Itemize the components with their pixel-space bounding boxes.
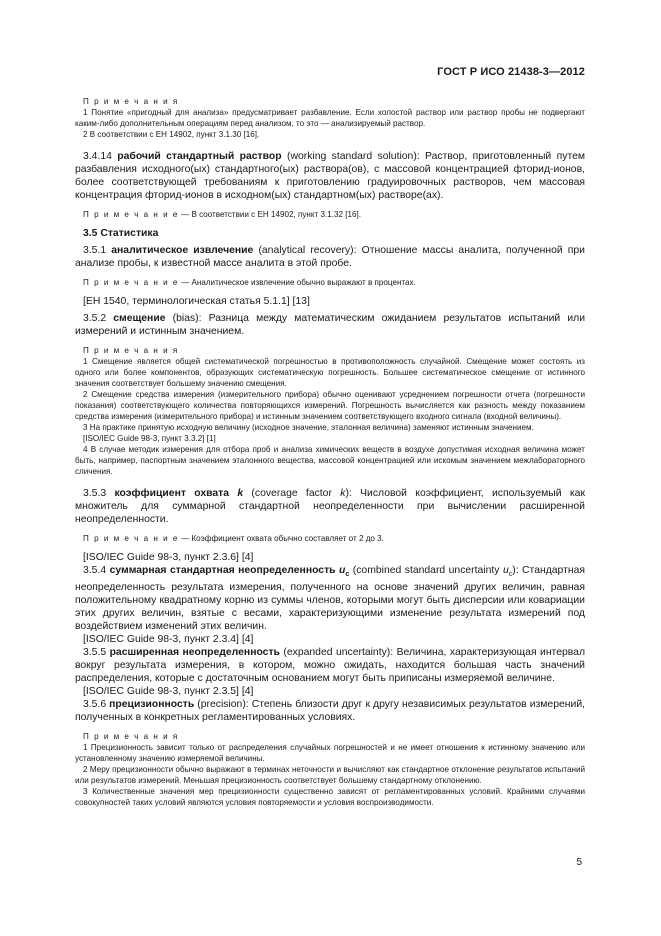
note-line bbox=[75, 533, 585, 544]
term-definition: (bias): Разница между математическим ожиданием результатов испытаний или измерений и истинным значением. bbox=[75, 313, 586, 337]
note-text: — Коэффициент охвата обычно составляет от 2 до 3. bbox=[181, 534, 384, 543]
term-name: суммарная стандартная неопределенность bbox=[109, 565, 336, 576]
term-symbol: u bbox=[339, 565, 346, 576]
term-number: 3.5.5 bbox=[83, 647, 107, 659]
source-reference: [ЕН 1540, терминологическая статья 5.1.1] [13] bbox=[83, 296, 310, 307]
term-number: 3.4.14 bbox=[83, 151, 112, 162]
note-text: — Аналитическое извлечение обычно выражают в процентах. bbox=[181, 278, 416, 287]
note-text: 2 Смещение средства измерения (измерительного прибора) обычно оценивают усреднением погрешности отчета (погрешности показания) соответствующего количества повторяющихся измерений. Погрешность вычисляется как разность между показанием средства измерения (измерительного прибора) и истинным значением соответствующего входного сигнала (входной величины). bbox=[75, 390, 585, 421]
term-name: аналитическое извлечение bbox=[111, 245, 254, 256]
source-reference: [ISO/IEC Guide 98-3, пункт 2.3.5] [4] bbox=[83, 686, 254, 698]
term-definition: ): Числовой коэффициент, используемый как множитель для суммарной стандартной неопределенности при вычислении расширенной неопределенности. bbox=[75, 488, 585, 525]
note-text: 3 На практике принятую исходную величину (исходное значение, эталонная величина) заменяют истинным значением. bbox=[83, 423, 534, 432]
note-label: П р и м е ч а н и е bbox=[83, 534, 179, 543]
note-text: 1 Смещение является общей систематической погрешностью в противоположность случайной. Смещение может состоять из одного или более компонентов, образующих систематическую погрешность. Большее систематическое смещение от истинного значения соответствует большему значению смещения. bbox=[75, 357, 585, 388]
note-text: 2 Меру прецизионности обычно выражают в терминах неточности и вычисляют как стандартное отклонение результатов испытаний или результатов измерений. Меньшая прецизионность соответствует большему стандартному отклонению. bbox=[75, 765, 585, 786]
page-number: 5 bbox=[576, 857, 582, 868]
term-name: смещение bbox=[113, 313, 166, 324]
note-text: 3 Количественные значения мер прецизионности существенно зависят от регламентированных условий. Крайними случаями совокупностей таких условий являются условия повторяемости и условия воспроизводимости. bbox=[75, 787, 585, 808]
term-symbol: u bbox=[502, 565, 509, 576]
term-number: 3.5.4 bbox=[83, 565, 107, 576]
term-symbol-subscript: c bbox=[508, 571, 513, 579]
term-definition: (precision): Степень близости друг к другу независимых результатов измерений, полученных в конкретных регламентированных условиях. bbox=[75, 699, 586, 724]
term-entry-3-5-1 bbox=[75, 244, 585, 270]
term-entry-3-5-2 bbox=[75, 312, 585, 338]
term-number: 3.5.1 bbox=[83, 245, 107, 256]
term-number: 3.5.3 bbox=[83, 488, 107, 499]
note-label: П р и м е ч а н и е bbox=[83, 210, 179, 219]
term-number: 3.5.6 bbox=[83, 699, 107, 711]
note-text: 1 Понятие «пригодный для анализа» предусматривает разбавление. Если холостой раствор или раствор пробы не подвергают каким-либо дополнительным операциям перед анализом, то это — анализируемый раствор. bbox=[75, 108, 585, 128]
page-content bbox=[75, 94, 585, 808]
term-symbol-subscript: c bbox=[345, 571, 350, 579]
source-reference: [ISO/IEC Guide 98-3, пункт 2.3.6] [4] bbox=[83, 552, 254, 563]
term-definition: (combined standard uncertainty bbox=[352, 565, 500, 576]
note-text: — В соответствии с ЕН 14902, пункт 3.1.32 [16]. bbox=[181, 210, 361, 219]
section-heading: 3.5 Статистика bbox=[83, 228, 159, 239]
note-text: 2 В соответствии с ЕН 14902, пункт 3.1.30 [16]. bbox=[83, 130, 260, 139]
term-name: рабочий стандартный раствор bbox=[117, 151, 282, 162]
term-symbol: k bbox=[340, 488, 346, 499]
term-definition: (analytical recovery): Отношение массы аналита, полученной при анализе пробы, к известной массе аналита в этой пробе. bbox=[75, 245, 585, 269]
term-symbol: k bbox=[237, 488, 244, 499]
note-line bbox=[75, 277, 585, 288]
term-entry-3-5-4 bbox=[75, 564, 585, 633]
source-reference: [ISO/IEC Guide 98-3, пункт 3.3.2] [1] bbox=[83, 434, 216, 443]
term-number: 3.5.2 bbox=[83, 313, 107, 324]
term-name: прецизионность bbox=[109, 699, 195, 711]
term-definition: (coverage factor bbox=[251, 488, 332, 499]
term-definition: (working standard solution): Раствор, приготовленный путем разбавления исходного(ых) стандартного(ых) раствора(ов), с массовой концентрацией фторид-ионов, более соответствующей требованиям к приготовлению градуировочных растворов, чем массовая концентрация фторид-ионов в исходном(ых) стандартном(ых) растворе(ах). bbox=[75, 151, 586, 201]
term-definition: (expanded uncertainty): Величина, характеризующая интервал вокруг результата измерения, в котором, можно ожидать, находится большая часть значений распределения, которые с достаточным основанием могут быть приписаны измеряемой величине. bbox=[75, 647, 586, 685]
term-name: расширенная неопределенность bbox=[109, 647, 280, 659]
notes-heading: П р и м е ч а н и я bbox=[83, 346, 179, 355]
notes-heading: П р и м е ч а н и я bbox=[83, 97, 179, 106]
note-label: П р и м е ч а н и е bbox=[83, 278, 179, 287]
term-entry-3-5-5 bbox=[75, 646, 585, 685]
term-entry-3-5-3 bbox=[75, 487, 585, 526]
notes-heading: П р и м е ч а н и я bbox=[83, 732, 179, 742]
note-line bbox=[75, 209, 585, 220]
note-text: 4 В случае методик измерения для отбора проб и анализа химических веществ в воздухе допустимая исходная величина может быть, например, паспортным значением эталонного вещества, массовой концентрацией или искомым значением межлабораторного сличения. bbox=[75, 445, 585, 476]
term-definition: ): Стандартная неопределенность результата измерения, полученного на основе значений других величин, равная положительному квадратному корню из суммы членов, которыми могут быть дисперсии или ковариации этих других величин, взятые с весами, характеризующими изменение результата измерений под воздействием изменений этих величин. bbox=[75, 565, 586, 633]
term-entry-3-5-6 bbox=[75, 698, 585, 724]
term-entry-3-4-14 bbox=[75, 150, 585, 202]
term-name: коэффициент охвата bbox=[114, 488, 230, 499]
note-text: 1 Прецизионность зависит только от распределения случайных погрешностей и не имеет отношения к истинному значению или установленному значению измеряемой величины. bbox=[75, 743, 585, 764]
source-reference: [ISO/IEC Guide 98-3, пункт 2.3.4] [4] bbox=[83, 634, 254, 646]
document-code: ГОСТ Р ИСО 21438-3—2012 bbox=[437, 66, 585, 78]
